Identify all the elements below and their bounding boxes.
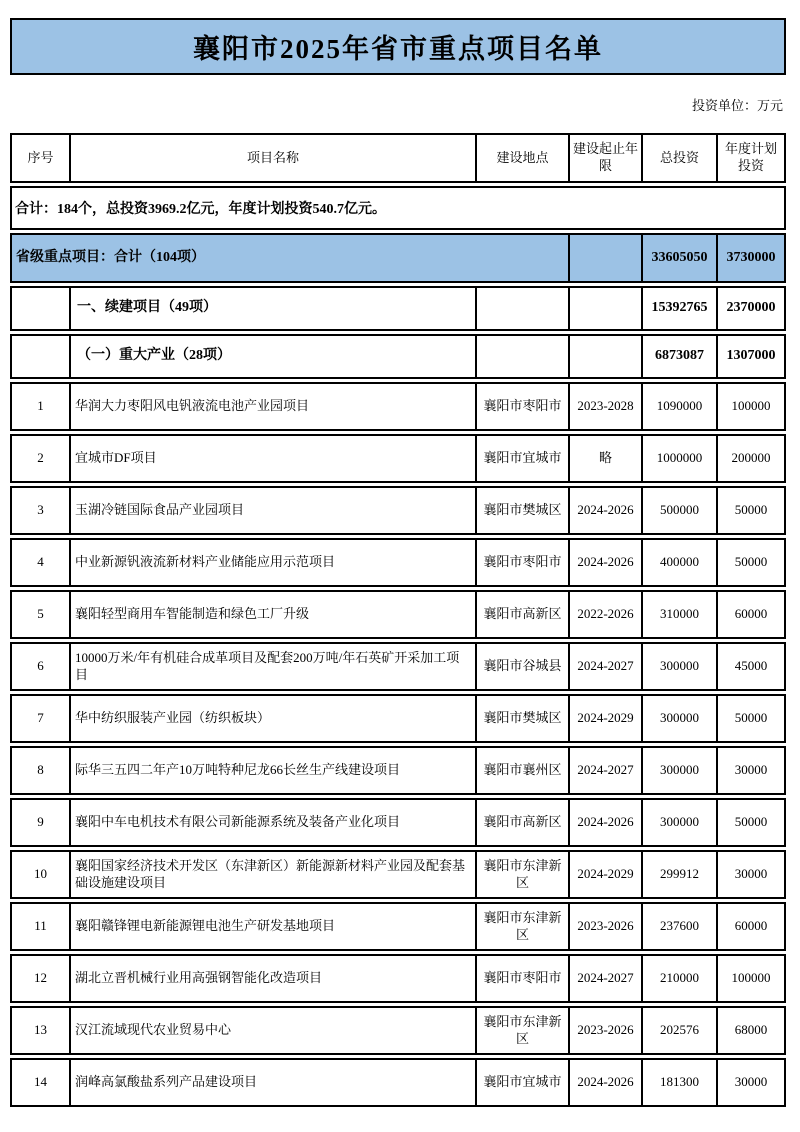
project-period: 2024-2026 (568, 800, 641, 845)
project-annual-investment: 50000 (716, 488, 784, 533)
project-period: 略 (568, 436, 641, 481)
project-serial-number: 4 (37, 554, 44, 570)
project-annual-investment: 30000 (716, 1060, 784, 1105)
project-serial-number: 12 (34, 970, 47, 986)
col-header-serial-number: 序号 (27, 149, 54, 165)
page-title: 襄阳市2025年省市重点项目名单 (10, 18, 786, 75)
section-serial-cell (12, 336, 69, 377)
project-total-investment: 300000 (641, 696, 716, 741)
project-serial-number: 7 (37, 710, 44, 726)
project-name: 汉江流域现代农业贸易中心 (69, 1008, 475, 1053)
project-name: 襄阳赣锋锂电新能源锂电池生产研发基地项目 (69, 904, 475, 949)
project-location: 襄阳市襄州区 (475, 748, 568, 793)
project-row (10, 798, 786, 847)
project-period: 2024-2027 (568, 956, 641, 1001)
project-period: 2023-2028 (568, 384, 641, 429)
project-name: 10000万米/年有机硅合成革项目及配套200万吨/年石英矿开采加工项目 (69, 644, 475, 689)
project-total-investment: 300000 (641, 800, 716, 845)
project-name: 襄阳国家经济技术开发区（东津新区）新能源新材料产业园及配套基础设施建设项目 (69, 852, 475, 897)
province-total-investment: 33605050 (641, 235, 716, 281)
col-header-location: 建设地点 (475, 135, 568, 181)
section-label: （一）重大产业（28项） (69, 336, 475, 377)
project-total-investment: 1090000 (641, 384, 716, 429)
col-header-total-investment: 总投资 (641, 135, 716, 181)
project-serial-number: 8 (37, 762, 44, 778)
section-annual-investment: 1307000 (716, 336, 784, 377)
project-location: 襄阳市高新区 (475, 592, 568, 637)
project-name: 华中纺织服装产业园（纺织板块） (69, 696, 475, 741)
section-subtotal-row (10, 334, 786, 379)
province-total-period-cell (568, 235, 641, 281)
grand-total-summary: 合计：184个，总投资3969.2亿元，年度计划投资540.7亿元。 (10, 186, 786, 230)
province-total-annual-investment: 3730000 (716, 235, 784, 281)
project-serial-number: 9 (37, 814, 44, 830)
project-serial-number: 6 (37, 658, 44, 674)
project-period: 2024-2027 (568, 644, 641, 689)
table-header-row (10, 133, 786, 183)
section-subtotal-row (10, 286, 786, 331)
project-total-investment: 237600 (641, 904, 716, 949)
project-serial-number: 10 (34, 866, 47, 882)
project-total-investment: 202576 (641, 1008, 716, 1053)
project-serial-number: 14 (34, 1074, 47, 1090)
project-name: 湖北立晋机械行业用高强钢智能化改造项目 (69, 956, 475, 1001)
project-period: 2023-2026 (568, 904, 641, 949)
project-total-investment: 1000000 (641, 436, 716, 481)
project-period: 2024-2026 (568, 488, 641, 533)
project-total-investment: 300000 (641, 644, 716, 689)
project-row (10, 434, 786, 483)
project-location: 襄阳市枣阳市 (475, 384, 568, 429)
project-serial-number: 13 (34, 1022, 47, 1038)
project-location: 襄阳市枣阳市 (475, 540, 568, 585)
project-row (10, 902, 786, 951)
section-location-cell (475, 336, 568, 377)
project-total-investment: 210000 (641, 956, 716, 1001)
project-name: 中业新源钒液流新材料产业储能应用示范项目 (69, 540, 475, 585)
project-annual-investment: 50000 (716, 800, 784, 845)
project-period: 2022-2026 (568, 592, 641, 637)
project-annual-investment: 60000 (716, 904, 784, 949)
project-location: 襄阳市谷城县 (475, 644, 568, 689)
project-annual-investment: 30000 (716, 748, 784, 793)
project-row (10, 1006, 786, 1055)
project-total-investment: 400000 (641, 540, 716, 585)
project-name: 润峰高氯酸盐系列产品建设项目 (69, 1060, 475, 1105)
project-name: 宜城市DF项目 (69, 436, 475, 481)
col-header-construction-period: 建设起止年限 (568, 135, 641, 181)
project-period: 2024-2029 (568, 696, 641, 741)
project-location: 襄阳市东津新区 (475, 852, 568, 897)
project-location: 襄阳市东津新区 (475, 904, 568, 949)
project-total-investment: 181300 (641, 1060, 716, 1105)
col-header-annual-planned-investment: 年度计划投资 (716, 135, 784, 181)
project-location: 襄阳市樊城区 (475, 696, 568, 741)
project-annual-investment: 200000 (716, 436, 784, 481)
section-period-cell (568, 336, 641, 377)
investment-unit-note: 投资单位：万元 (691, 97, 783, 113)
project-total-investment: 299912 (641, 852, 716, 897)
project-row (10, 850, 786, 899)
project-serial-number: 5 (37, 606, 44, 622)
col-header-project-name: 项目名称 (69, 135, 475, 181)
province-level-total-row (10, 233, 786, 283)
project-annual-investment: 100000 (716, 956, 784, 1001)
project-period: 2023-2026 (568, 1008, 641, 1053)
project-annual-investment: 68000 (716, 1008, 784, 1053)
section-location-cell (475, 288, 568, 329)
project-total-investment: 500000 (641, 488, 716, 533)
project-serial-number: 11 (34, 918, 47, 934)
project-annual-investment: 60000 (716, 592, 784, 637)
project-name: 华润大力枣阳风电钒液流电池产业园项目 (69, 384, 475, 429)
project-row (10, 642, 786, 691)
project-annual-investment: 50000 (716, 696, 784, 741)
project-location: 襄阳市枣阳市 (475, 956, 568, 1001)
project-period: 2024-2026 (568, 540, 641, 585)
section-annual-investment: 2370000 (716, 288, 784, 329)
project-location: 襄阳市东津新区 (475, 1008, 568, 1053)
project-period: 2024-2027 (568, 748, 641, 793)
project-row (10, 954, 786, 1003)
project-location: 襄阳市樊城区 (475, 488, 568, 533)
project-serial-number: 1 (37, 398, 44, 414)
project-annual-investment: 45000 (716, 644, 784, 689)
section-total-investment: 15392765 (641, 288, 716, 329)
project-total-investment: 300000 (641, 748, 716, 793)
project-total-investment: 310000 (641, 592, 716, 637)
project-name: 玉湖冷链国际食品产业园项目 (69, 488, 475, 533)
project-name: 际华三五四二年产10万吨特种尼龙66长丝生产线建设项目 (69, 748, 475, 793)
project-name: 襄阳轻型商用车智能制造和绿色工厂升级 (69, 592, 475, 637)
project-period: 2024-2029 (568, 852, 641, 897)
province-total-label: 省级重点项目：合计（104项） (16, 249, 205, 265)
project-location: 襄阳市宜城市 (475, 1060, 568, 1105)
section-period-cell (568, 288, 641, 329)
project-row (10, 1058, 786, 1107)
project-list-sheet (10, 18, 786, 1107)
section-label: 一、续建项目（49项） (69, 288, 475, 329)
project-annual-investment: 100000 (716, 384, 784, 429)
project-row (10, 538, 786, 587)
project-serial-number: 3 (37, 502, 44, 518)
project-serial-number: 2 (37, 450, 44, 466)
project-location: 襄阳市宜城市 (475, 436, 568, 481)
project-row (10, 590, 786, 639)
section-total-investment: 6873087 (641, 336, 716, 377)
project-location: 襄阳市高新区 (475, 800, 568, 845)
project-annual-investment: 50000 (716, 540, 784, 585)
project-row (10, 382, 786, 431)
project-annual-investment: 30000 (716, 852, 784, 897)
project-name: 襄阳中车电机技术有限公司新能源系统及装备产业化项目 (69, 800, 475, 845)
project-row (10, 746, 786, 795)
project-row (10, 694, 786, 743)
project-period: 2024-2026 (568, 1060, 641, 1105)
section-serial-cell (12, 288, 69, 329)
project-row (10, 486, 786, 535)
